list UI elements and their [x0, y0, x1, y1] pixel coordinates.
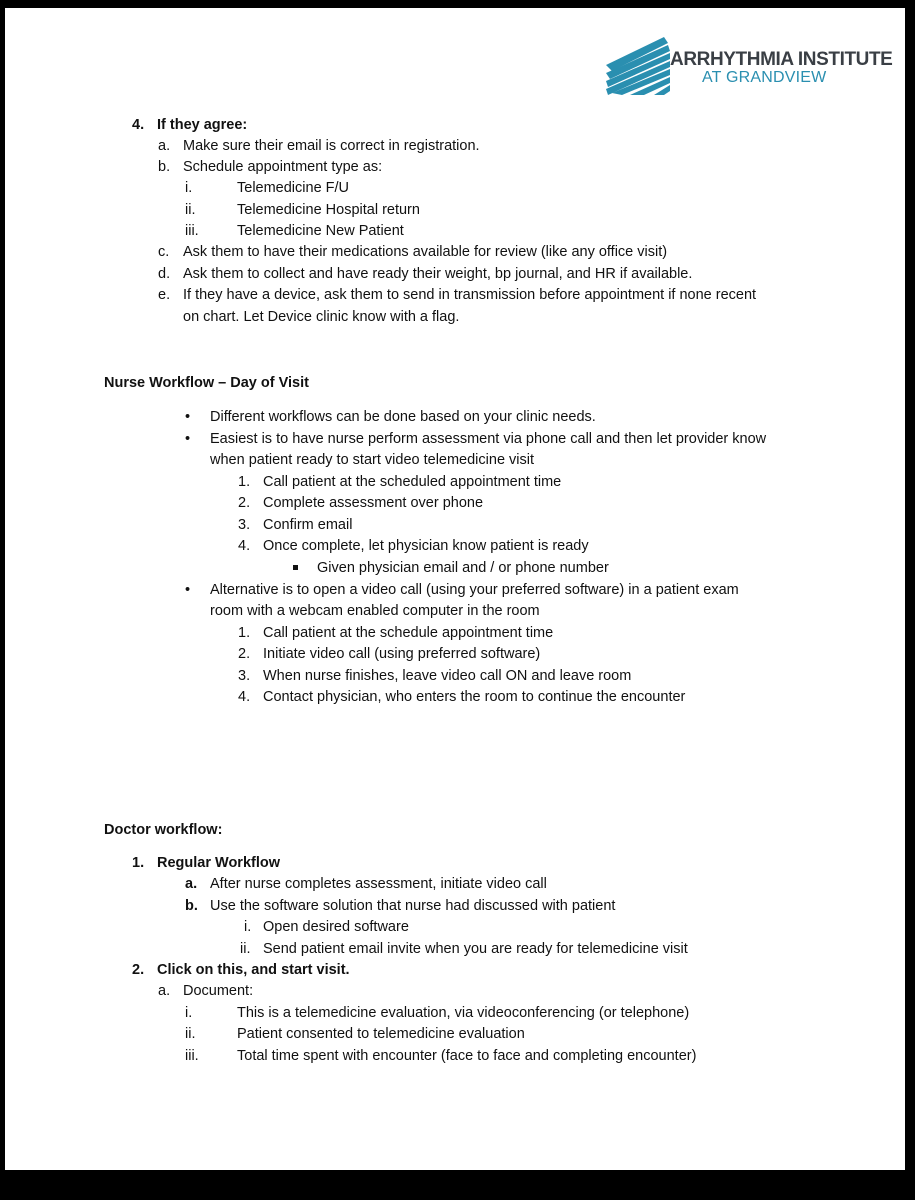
bullet-icon: • [185, 582, 191, 598]
list-marker: b. [185, 898, 198, 914]
list-item: Total time spent with encounter (face to face and completing encounter) [237, 1048, 697, 1064]
section-heading: Click on this, and start visit. [157, 962, 350, 978]
list-marker: a. [158, 983, 171, 999]
list-marker: ii. [240, 941, 251, 957]
bullet-item: Alternative is to open a video call (using your preferred software) in a patient exam [210, 582, 739, 598]
section-heading: Regular Workflow [157, 855, 280, 871]
bullet-icon: • [185, 431, 191, 447]
list-item: Telemedicine F/U [237, 180, 350, 196]
list-marker: iii. [185, 1048, 199, 1064]
list-item: Initiate video call (using preferred software) [263, 646, 541, 662]
list-item-continuation: on chart. Let Device clinic know with a flag. [183, 309, 460, 325]
list-marker: e. [158, 287, 171, 303]
list-item: Telemedicine Hospital return [237, 202, 420, 218]
logo-subtitle: AT GRANDVIEW [702, 69, 827, 86]
list-item: Open desired software [263, 919, 409, 935]
list-item: Patient consented to telemedicine evaluation [237, 1026, 525, 1042]
section-heading: If they agree: [157, 117, 248, 133]
doctor-workflow-heading: Doctor workflow: [104, 822, 223, 838]
list-item: Ask them to collect and have ready their weight, bp journal, and HR if available. [183, 266, 693, 282]
list-marker: b. [158, 159, 171, 175]
list-marker: d. [158, 266, 171, 282]
section-number: 1. [132, 855, 145, 871]
list-marker: ii. [185, 202, 196, 218]
bullet-icon: • [185, 409, 191, 425]
list-item: Call patient at the scheduled appointment time [263, 474, 562, 490]
document-page [5, 8, 905, 1170]
bullet-item-continuation: room with a webcam enabled computer in the room [210, 603, 540, 619]
list-item: After nurse completes assessment, initiate video call [210, 876, 547, 892]
list-marker: i. [185, 1005, 193, 1021]
list-item: Contact physician, who enters the room to continue the encounter [263, 689, 686, 705]
list-item: Send patient email invite when you are ready for telemedicine visit [263, 941, 688, 957]
list-marker: a. [185, 876, 198, 892]
section-number: 2. [132, 962, 145, 978]
list-item: Call patient at the schedule appointment time [263, 625, 554, 641]
nurse-workflow-heading: Nurse Workflow – Day of Visit [104, 375, 309, 391]
square-bullet-icon [293, 565, 298, 570]
list-marker: a. [158, 138, 171, 154]
institute-logo [602, 35, 892, 97]
bullet-item: Different workflows can be done based on your clinic needs. [210, 409, 596, 425]
list-marker: 3. [238, 668, 251, 684]
list-item: Make sure their email is correct in registration. [183, 138, 480, 154]
list-marker: 2. [238, 495, 251, 511]
list-marker: 3. [238, 517, 251, 533]
list-marker: i. [244, 919, 252, 935]
list-item: Telemedicine New Patient [237, 223, 404, 239]
list-item: When nurse finishes, leave video call ON and leave room [263, 668, 632, 684]
section-number: 4. [132, 117, 145, 133]
list-marker: 1. [238, 625, 251, 641]
list-marker: c. [158, 244, 170, 260]
list-item: Once complete, let physician know patient is ready [263, 538, 589, 554]
list-item: Use the software solution that nurse had discussed with patient [210, 898, 616, 914]
list-item: If they have a device, ask them to send in transmission before appointment if none recent [183, 287, 757, 303]
logo-title: ARRHYTHMIA INSTITUTE [670, 49, 893, 70]
bullet-item-continuation: when patient ready to start video telemedicine visit [210, 452, 535, 468]
sub-bullet-item: Given physician email and / or phone number [317, 560, 609, 576]
list-marker: 4. [238, 538, 251, 554]
list-item: Ask them to have their medications available for review (like any office visit) [183, 244, 668, 260]
list-marker: 2. [238, 646, 251, 662]
list-marker: 1. [238, 474, 251, 490]
list-marker: iii. [185, 223, 199, 239]
list-item: Confirm email [263, 517, 353, 533]
list-item: This is a telemedicine evaluation, via videoconferencing (or telephone) [237, 1005, 690, 1021]
bullet-item: Easiest is to have nurse perform assessment via phone call and then let provider know [210, 431, 767, 447]
list-marker: i. [185, 180, 193, 196]
list-item: Schedule appointment type as: [183, 159, 383, 175]
list-item: Document: [183, 983, 254, 999]
building-stripes-logo-icon [602, 35, 674, 97]
list-marker: ii. [185, 1026, 196, 1042]
list-item: Complete assessment over phone [263, 495, 484, 511]
list-marker: 4. [238, 689, 251, 705]
